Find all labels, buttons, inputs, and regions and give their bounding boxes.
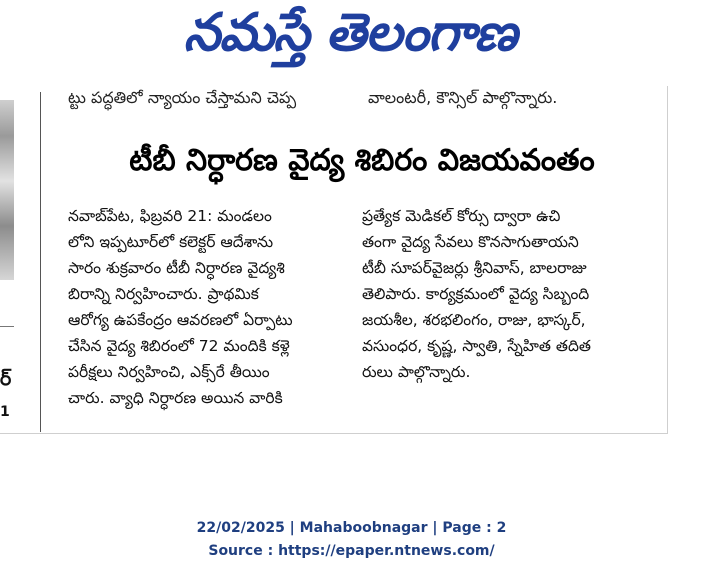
article-line: చేసిన వైద్య శిబిరంలో 72 మందికి కళ్లె xyxy=(68,337,290,355)
adjacent-divider-rule xyxy=(0,326,14,327)
article-line: పరీక్షలు నిర్వహించి, ఎక్స్‌రే తీయిం xyxy=(68,363,270,381)
article-line: తెలిపారు. కార్యక్రమంలో వైద్య సిబ్బంది xyxy=(362,285,590,303)
article-line: చారు. వ్యాధి నిర్ధారణ అయిన వారికి xyxy=(68,389,283,407)
adjacent-text-fragment: 1 xyxy=(0,404,10,420)
adjacent-text-fragment: ర్ xyxy=(0,368,12,390)
footer-date-edition: 22/02/2025 | Mahaboobnagar | Page : 2 xyxy=(196,520,507,536)
adjacent-article-snippet-right: వాలంటరీ, కౌన్సిల్ పాల్గొన్నారు. xyxy=(368,88,558,107)
article-column-2 xyxy=(362,203,630,385)
article-line: ప్రత్యేక మెడికల్ కోర్సు ద్వారా ఉచి xyxy=(362,207,561,225)
masthead-logo: నమస్తే తెలంగాణ xyxy=(183,2,517,63)
article-line: టీబీ సూపర్‌వైజర్లు శ్రీనివాస్, బాలరాజు xyxy=(362,259,587,277)
article-line: లోని ఇప్పటూర్‌లో కలెక్టర్ ఆదేశాను xyxy=(68,233,274,251)
footer-source-link[interactable]: Source : https://epaper.ntnews.com/ xyxy=(208,543,495,559)
adjacent-article-snippet-left: ట్టు పద్ధతిలో న్యాయం చేస్తామని చెప్ప xyxy=(68,88,297,107)
article-line: తంగా వైద్య సేవలు కొనసాగుతాయని xyxy=(362,233,579,251)
article-headline: టీబీ నిర్ధారణ వైద్య శిబిరం విజయవంతం xyxy=(129,143,595,178)
article-line: రులు పాల్గొన్నారు. xyxy=(362,363,471,381)
article-line: నవాబ్‌పేట, ఫిబ్రవరి 21: మండలం xyxy=(68,207,272,225)
article-column-1 xyxy=(68,203,336,411)
article-line: బిరాన్ని నిర్వహించారు. ప్రాథమిక xyxy=(68,285,259,303)
column-divider xyxy=(40,92,41,432)
adjacent-photo-strip xyxy=(0,100,14,280)
article-line: జయశీల, శరభలింగం, రాజు, భాస్కర్, xyxy=(362,311,586,329)
article-line: ఆరోగ్య ఉపకేంద్రం ఆవరణలో ఏర్పాటు xyxy=(68,311,293,329)
article-line: వసుంధర, కృష్ణ, స్వాతి, స్నేహిత తదిత xyxy=(362,337,591,355)
article-line: సారం శుక్రవారం టీబీ నిర్ధారణ వైద్యశి xyxy=(68,259,285,277)
